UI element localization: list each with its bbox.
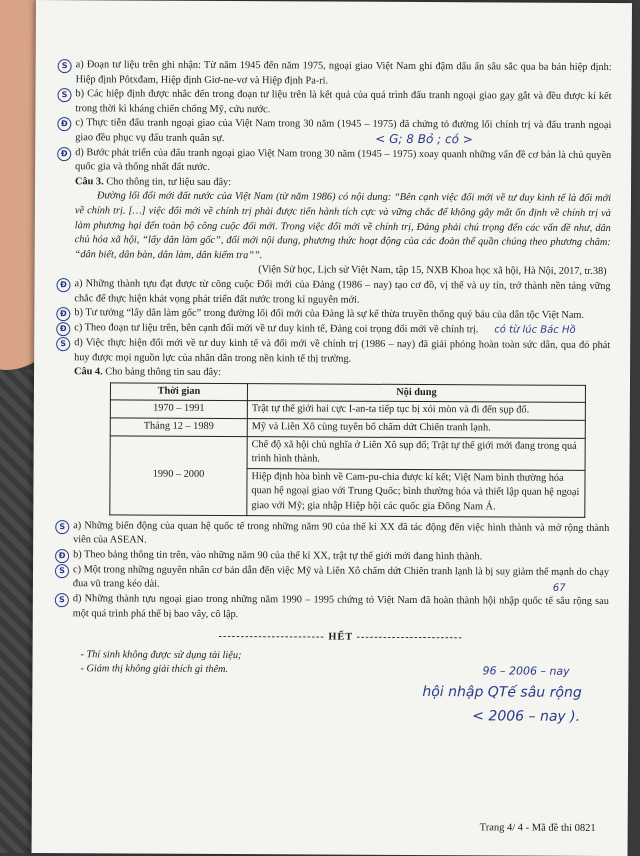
q3-option-c: Đ c) Theo đoạn tư liệu trên, bên cạnh đổi mới về tư duy kinh tế, Đảng coi trọng đổi mới về chính trị.	[74, 321, 610, 339]
answer-mark: S	[55, 593, 69, 607]
table-cell-content: Trật tự thế giới hai cực I-an-ta tiếp tục bị xói mòn và đi đến sụp đổ.	[247, 401, 585, 420]
q2-option-c: Đ c) Thực tiễn đấu tranh ngoại giao của Việt Nam trong 30 năm (1945 – 1975) đã chứng tỏ đường lối chính trị và đấu tranh ngoại giao đều phục vụ đấu tranh quân sự.	[75, 117, 611, 149]
table-cell-content: Hiệp định hòa bình về Cam-pu-chia được kí kết; Việt Nam bình thường hóa quan hệ ngoại giao với Trung Quốc; bình thường hóa và thiết lập quan hệ ngoại giao với Mỹ; gia nhập Hiệp hội các quốc gia Đông Nam Á.	[247, 468, 585, 517]
q4-label: Câu 4.	[74, 366, 103, 378]
q4-info-table	[109, 382, 586, 517]
table-cell-time: Tháng 12 – 1989	[110, 418, 247, 436]
q4-option-a: S a) Những biến động của quan hệ quốc tế trong những năm 90 của thế kỉ XX đã tác động đến việc hình thành và mở rộng thành viên của ASEAN.	[73, 519, 609, 551]
q4-option-d: S d) Những thành tựu ngoại giao trong những năm 1990 – 1995 chứng tỏ Việt Nam đã hoàn thành hội nhập quốc tế sâu rộng sau một quá trình phá thế bị bao vây, cô lập.	[73, 592, 609, 624]
answer-mark: S	[58, 59, 72, 73]
q3-option-a: Đ a) Những thành tựu đạt được từ công cuộc Đổi mới của Đảng (1986 – nay) tạo cơ đồ, vị thế và uy tín, trở thành nền tảng vững chắc để thực hiện khát vọng phát triển đất nước trong kỉ nguyên mới.	[74, 277, 610, 309]
q3-source: (Viện Sử học, Lịch sử Việt Nam, tập 15, NXB Khoa học xã hội, Hà Nội, 2017, tr.38)	[258, 264, 607, 278]
q4-intro: Cho bảng thông tin sau đây:	[105, 366, 222, 379]
page-content	[58, 58, 612, 680]
end-marker: ------------------------ HẾT ------------------------	[218, 631, 463, 644]
q2-option-b: S b) Các hiệp định được nhắc đến trong đoạn tư liệu trên là kết quả của quá trình đấu tranh ngoại giao gay gắt và đều được kí kết trong thời kì kháng chiến chống Mỹ, cứu nước.	[75, 87, 611, 119]
note-line: - Thí sinh không được sử dụng tài liệu;	[80, 649, 242, 661]
handwritten-note: hội nhập QTế sâu rộng	[422, 684, 582, 701]
q3-option-d: S d) Việc thực hiện đổi mới về tư duy kinh tế và đổi mới về chính trị (1986 – nay) đã giải phóng hoàn toàn sức dân, qua đó phát huy được mọi nguồn lực của nhân dân trong nền kinh tế thị trường.	[74, 336, 610, 368]
handwritten-note: < 2006 – nay ).	[472, 708, 581, 725]
page-footer: Trang 4/ 4 - Mã đề thi 0821	[479, 822, 596, 834]
table-header-time: Thời gian	[110, 383, 247, 401]
q3-option-b: Đ b) Tư tưởng “lấy dân làm gốc” trong đường lối đổi mới của Đảng là sự kế thừa truyền thống quý báu của dân tộc Việt Nam.	[74, 306, 610, 324]
table-cell-time: 1990 – 2000	[110, 436, 247, 516]
q3-quote: Đường lối đổi mới đất nước của Việt Nam (từ năm 1986) có nội dung: “Bên cạnh việc đổi mới về tư duy kinh tế là đổi mới về chính trị. […] việc đổi mới về chính trị phải được tiến hành tích cực và vững chắc để không gây mất ổn định về chính trị và làm phương hại đến toàn bộ công cuộc đổi mới. Trong việc đổi mới về chính trị, Đảng phải chú trọng đến các vấn đề như, dân chủ hóa xã hội, “lấy dân làm gốc”, đổi mới nội dung, phương thức hoạt động của các đoàn thể quần chúng theo phương châm: “dân biết, dân bàn, dân làm, dân kiểm tra””.	[74, 190, 611, 261]
handwritten-note: có từ lúc Bác Hồ	[494, 324, 576, 336]
note-line: - Giám thị không giải thích gì thêm.	[80, 663, 229, 676]
answer-mark: Đ	[56, 322, 70, 336]
q3-intro: Cho thông tin, tư liệu sau đây:	[106, 176, 232, 188]
handwritten-note: < G; 8 Bỏ ; có >	[375, 131, 473, 147]
q4-option-c: S c) Một trong những nguyên nhân cơ bản dẫn đến việc Mỹ và Liên Xô chấm dứt Chiến tranh lạnh là bị suy giảm thế mạnh do chạy đua vũ trang kéo dài.	[73, 563, 609, 595]
answer-mark: S	[56, 337, 70, 351]
answer-mark: S	[55, 520, 69, 534]
answer-mark: Đ	[57, 117, 71, 131]
q4-option-b: Đ b) Theo bảng thông tin trên, vào những năm 90 của thế kỉ XX, trật tự thế giới mới đang hình thành.	[73, 548, 609, 566]
answer-mark: S	[57, 88, 71, 102]
table-row	[110, 436, 585, 471]
answer-mark: S	[55, 564, 69, 578]
q4-heading	[74, 365, 610, 382]
answer-mark: Đ	[56, 307, 70, 321]
handwritten-note: 67	[552, 582, 566, 594]
table-cell-content: Chế độ xã hội chủ nghĩa ở Liên Xô sụp đổ; Trật tự thế giới mới đang trong quá trình hình thành.	[247, 436, 585, 470]
table-header-content: Nội dung	[247, 383, 585, 402]
answer-mark: Đ	[55, 549, 69, 563]
answer-mark: Đ	[57, 147, 71, 161]
table-cell-time: 1970 – 1991	[110, 400, 247, 418]
q2-option-d: Đ d) Bước phát triển của đấu tranh ngoại giao Việt Nam trong 30 năm (1945 – 1975) xoay quanh những vấn đề cơ bản là chủ quyền quốc gia và thống nhất đất nước.	[75, 146, 611, 178]
exam-page	[32, 0, 632, 856]
q2-option-a: S a) Đoạn tư liệu trên ghi nhận: Từ năm 1945 đến năm 1975, ngoại giao Việt Nam ghi đậm dấu ấn sâu sắc qua ba bản hiệp định: Hiệp định Pôtxđam, Hiệp định Giơ-ne-vơ và Hiệp định Pa-ri.	[76, 58, 612, 90]
handwritten-note: 96 – 2006 – nay	[482, 664, 570, 678]
table-cell-content: Mỹ và Liên Xô cùng tuyên bố chấm dứt Chiến tranh lạnh.	[247, 419, 585, 438]
answer-mark: Đ	[56, 278, 70, 292]
q3-label: Câu 3.	[75, 175, 104, 188]
